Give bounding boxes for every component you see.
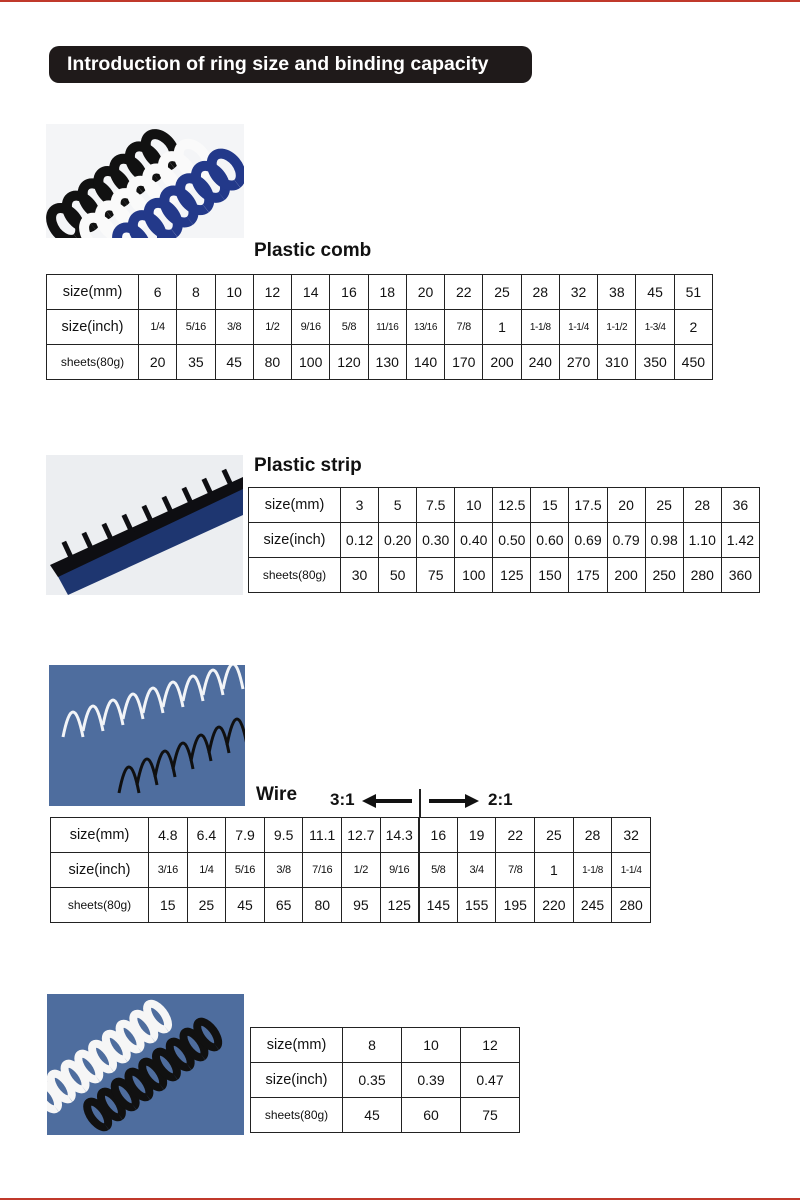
table-cell: 7/8 <box>496 853 535 888</box>
table-cell: 6.4 <box>187 818 226 853</box>
table-row <box>51 853 651 888</box>
table-cell: 250 <box>645 558 683 593</box>
table-cell: 30 <box>341 558 379 593</box>
row-label: size(inch) <box>47 310 139 345</box>
table-cell: 125 <box>493 558 531 593</box>
table-cell: 32 <box>612 818 651 853</box>
pitch-divider <box>419 789 421 817</box>
table-cell: 3/16 <box>149 853 188 888</box>
table-cell: 1/4 <box>139 310 177 345</box>
row-label: sheets(80g) <box>251 1098 343 1133</box>
table-cell: 45 <box>636 275 674 310</box>
table-cell: 10 <box>455 488 493 523</box>
table-cell: 5/16 <box>177 310 215 345</box>
table-cell: 80 <box>253 345 291 380</box>
table-cell: 360 <box>721 558 759 593</box>
table-cell: 19 <box>457 818 496 853</box>
table-cell: 35 <box>177 345 215 380</box>
table-cell: 1-1/4 <box>559 310 597 345</box>
table-cell: 12 <box>461 1028 520 1063</box>
table-cell: 240 <box>521 345 559 380</box>
plastic-strip-table <box>248 487 760 593</box>
table-row <box>51 818 651 853</box>
row-label: size(mm) <box>251 1028 343 1063</box>
wire-photo <box>49 665 245 806</box>
wire-table <box>50 817 651 923</box>
table-cell: 0.40 <box>455 523 493 558</box>
table-cell: 7.5 <box>417 488 455 523</box>
table-cell: 25 <box>187 888 226 923</box>
table-cell: 120 <box>330 345 368 380</box>
table-cell: 20 <box>139 345 177 380</box>
table-cell: 3/4 <box>457 853 496 888</box>
table-cell: 13/16 <box>406 310 444 345</box>
table-cell: 15 <box>531 488 569 523</box>
table-cell: 130 <box>368 345 406 380</box>
table-cell: 7/8 <box>445 310 483 345</box>
table-cell: 80 <box>303 888 342 923</box>
table-cell: 1-1/8 <box>521 310 559 345</box>
top-edge-line <box>0 0 800 2</box>
row-label: sheets(80g) <box>47 345 139 380</box>
table-cell: 200 <box>607 558 645 593</box>
table-cell: 100 <box>455 558 493 593</box>
row-label: size(mm) <box>47 275 139 310</box>
row-label: size(inch) <box>249 523 341 558</box>
plastic-comb-table <box>46 274 713 380</box>
table-cell: 0.69 <box>569 523 607 558</box>
table-cell: 9/16 <box>292 310 330 345</box>
table-cell: 51 <box>674 275 712 310</box>
table-cell: 150 <box>531 558 569 593</box>
table-cell: 12.7 <box>342 818 381 853</box>
table-cell: 45 <box>215 345 253 380</box>
table-row <box>251 1063 520 1098</box>
table-cell: 7.9 <box>226 818 265 853</box>
table-cell: 6 <box>139 275 177 310</box>
table-cell: 14.3 <box>380 818 419 853</box>
spiral-binding-photo <box>47 994 244 1135</box>
table-cell: 32 <box>559 275 597 310</box>
table-cell: 18 <box>368 275 406 310</box>
table-cell: 8 <box>343 1028 402 1063</box>
table-cell: 11.1 <box>303 818 342 853</box>
pitch-3-1-label: 3:1 <box>330 790 355 809</box>
pitch-2-1-label: 2:1 <box>488 790 513 809</box>
table-cell: 0.12 <box>341 523 379 558</box>
table-cell: 95 <box>342 888 381 923</box>
table-cell: 5/16 <box>226 853 265 888</box>
table-cell: 1.42 <box>721 523 759 558</box>
arrow-left-icon <box>362 794 412 808</box>
table-cell: 25 <box>645 488 683 523</box>
table-cell: 9/16 <box>380 853 419 888</box>
table-cell: 1.10 <box>683 523 721 558</box>
table-cell: 12.5 <box>493 488 531 523</box>
table-cell: 0.39 <box>402 1063 461 1098</box>
table-cell: 0.79 <box>607 523 645 558</box>
table-cell: 28 <box>521 275 559 310</box>
table-cell: 0.35 <box>343 1063 402 1098</box>
table-row <box>249 558 760 593</box>
table-row <box>249 523 760 558</box>
table-row <box>47 345 713 380</box>
table-cell: 11/16 <box>368 310 406 345</box>
table-cell: 3/8 <box>215 310 253 345</box>
table-cell: 25 <box>535 818 574 853</box>
table-cell: 310 <box>598 345 636 380</box>
table-row <box>251 1098 520 1133</box>
table-cell: 220 <box>535 888 574 923</box>
table-cell: 22 <box>496 818 535 853</box>
row-label: size(inch) <box>51 853 149 888</box>
table-cell: 280 <box>612 888 651 923</box>
table-row <box>47 310 713 345</box>
row-label: size(inch) <box>251 1063 343 1098</box>
table-cell: 16 <box>419 818 458 853</box>
table-cell: 0.60 <box>531 523 569 558</box>
table-cell: 8 <box>177 275 215 310</box>
table-cell: 270 <box>559 345 597 380</box>
table-row <box>47 275 713 310</box>
table-cell: 28 <box>573 818 612 853</box>
table-cell: 350 <box>636 345 674 380</box>
table-cell: 50 <box>379 558 417 593</box>
table-cell: 5/8 <box>419 853 458 888</box>
table-row <box>51 888 651 923</box>
table-cell: 0.50 <box>493 523 531 558</box>
table-cell: 9.5 <box>264 818 303 853</box>
table-cell: 125 <box>380 888 419 923</box>
table-cell: 1-3/4 <box>636 310 674 345</box>
page-title-banner <box>49 46 532 83</box>
row-label: sheets(80g) <box>51 888 149 923</box>
table-cell: 195 <box>496 888 535 923</box>
table-cell: 145 <box>419 888 458 923</box>
table-cell: 5/8 <box>330 310 368 345</box>
arrow-right-icon <box>429 794 479 808</box>
table-cell: 0.30 <box>417 523 455 558</box>
table-cell: 17.5 <box>569 488 607 523</box>
table-cell: 25 <box>483 275 521 310</box>
table-cell: 155 <box>457 888 496 923</box>
plastic-comb-photo <box>46 124 244 238</box>
table-cell: 200 <box>483 345 521 380</box>
table-cell: 65 <box>264 888 303 923</box>
table-cell: 245 <box>573 888 612 923</box>
table-cell: 140 <box>406 345 444 380</box>
table-cell: 38 <box>598 275 636 310</box>
table-row <box>249 488 760 523</box>
row-label: size(mm) <box>51 818 149 853</box>
table-cell: 1-1/4 <box>612 853 651 888</box>
table-cell: 75 <box>417 558 455 593</box>
table-cell: 4.8 <box>149 818 188 853</box>
table-cell: 1 <box>483 310 521 345</box>
spiral-binding-table <box>250 1027 520 1133</box>
table-cell: 1/4 <box>187 853 226 888</box>
table-cell: 1 <box>535 853 574 888</box>
table-cell: 170 <box>445 345 483 380</box>
table-cell: 45 <box>226 888 265 923</box>
table-cell: 1/2 <box>253 310 291 345</box>
table-cell: 0.98 <box>645 523 683 558</box>
row-label: size(mm) <box>249 488 341 523</box>
table-cell: 280 <box>683 558 721 593</box>
table-cell: 45 <box>343 1098 402 1133</box>
wire-heading: Wire <box>256 784 298 805</box>
table-cell: 1-1/2 <box>598 310 636 345</box>
table-cell: 60 <box>402 1098 461 1133</box>
table-cell: 7/16 <box>303 853 342 888</box>
table-cell: 36 <box>721 488 759 523</box>
page-title: Introduction of ring size and binding capacity <box>67 53 489 75</box>
table-cell: 175 <box>569 558 607 593</box>
table-cell: 10 <box>402 1028 461 1063</box>
table-cell: 22 <box>445 275 483 310</box>
table-cell: 75 <box>461 1098 520 1133</box>
table-cell: 3 <box>341 488 379 523</box>
table-cell: 3/8 <box>264 853 303 888</box>
plastic-comb-heading: Plastic comb <box>254 240 372 261</box>
table-cell: 16 <box>330 275 368 310</box>
table-cell: 0.20 <box>379 523 417 558</box>
table-cell: 450 <box>674 345 712 380</box>
plastic-strip-photo <box>46 455 243 595</box>
table-cell: 1-1/8 <box>573 853 612 888</box>
table-cell: 12 <box>253 275 291 310</box>
table-cell: 20 <box>406 275 444 310</box>
row-label: sheets(80g) <box>249 558 341 593</box>
table-cell: 0.47 <box>461 1063 520 1098</box>
table-cell: 2 <box>674 310 712 345</box>
table-cell: 5 <box>379 488 417 523</box>
table-cell: 14 <box>292 275 330 310</box>
table-row <box>251 1028 520 1063</box>
table-cell: 100 <box>292 345 330 380</box>
table-cell: 1/2 <box>342 853 381 888</box>
plastic-strip-heading: Plastic strip <box>254 455 362 476</box>
table-cell: 28 <box>683 488 721 523</box>
table-cell: 10 <box>215 275 253 310</box>
table-cell: 15 <box>149 888 188 923</box>
table-cell: 20 <box>607 488 645 523</box>
